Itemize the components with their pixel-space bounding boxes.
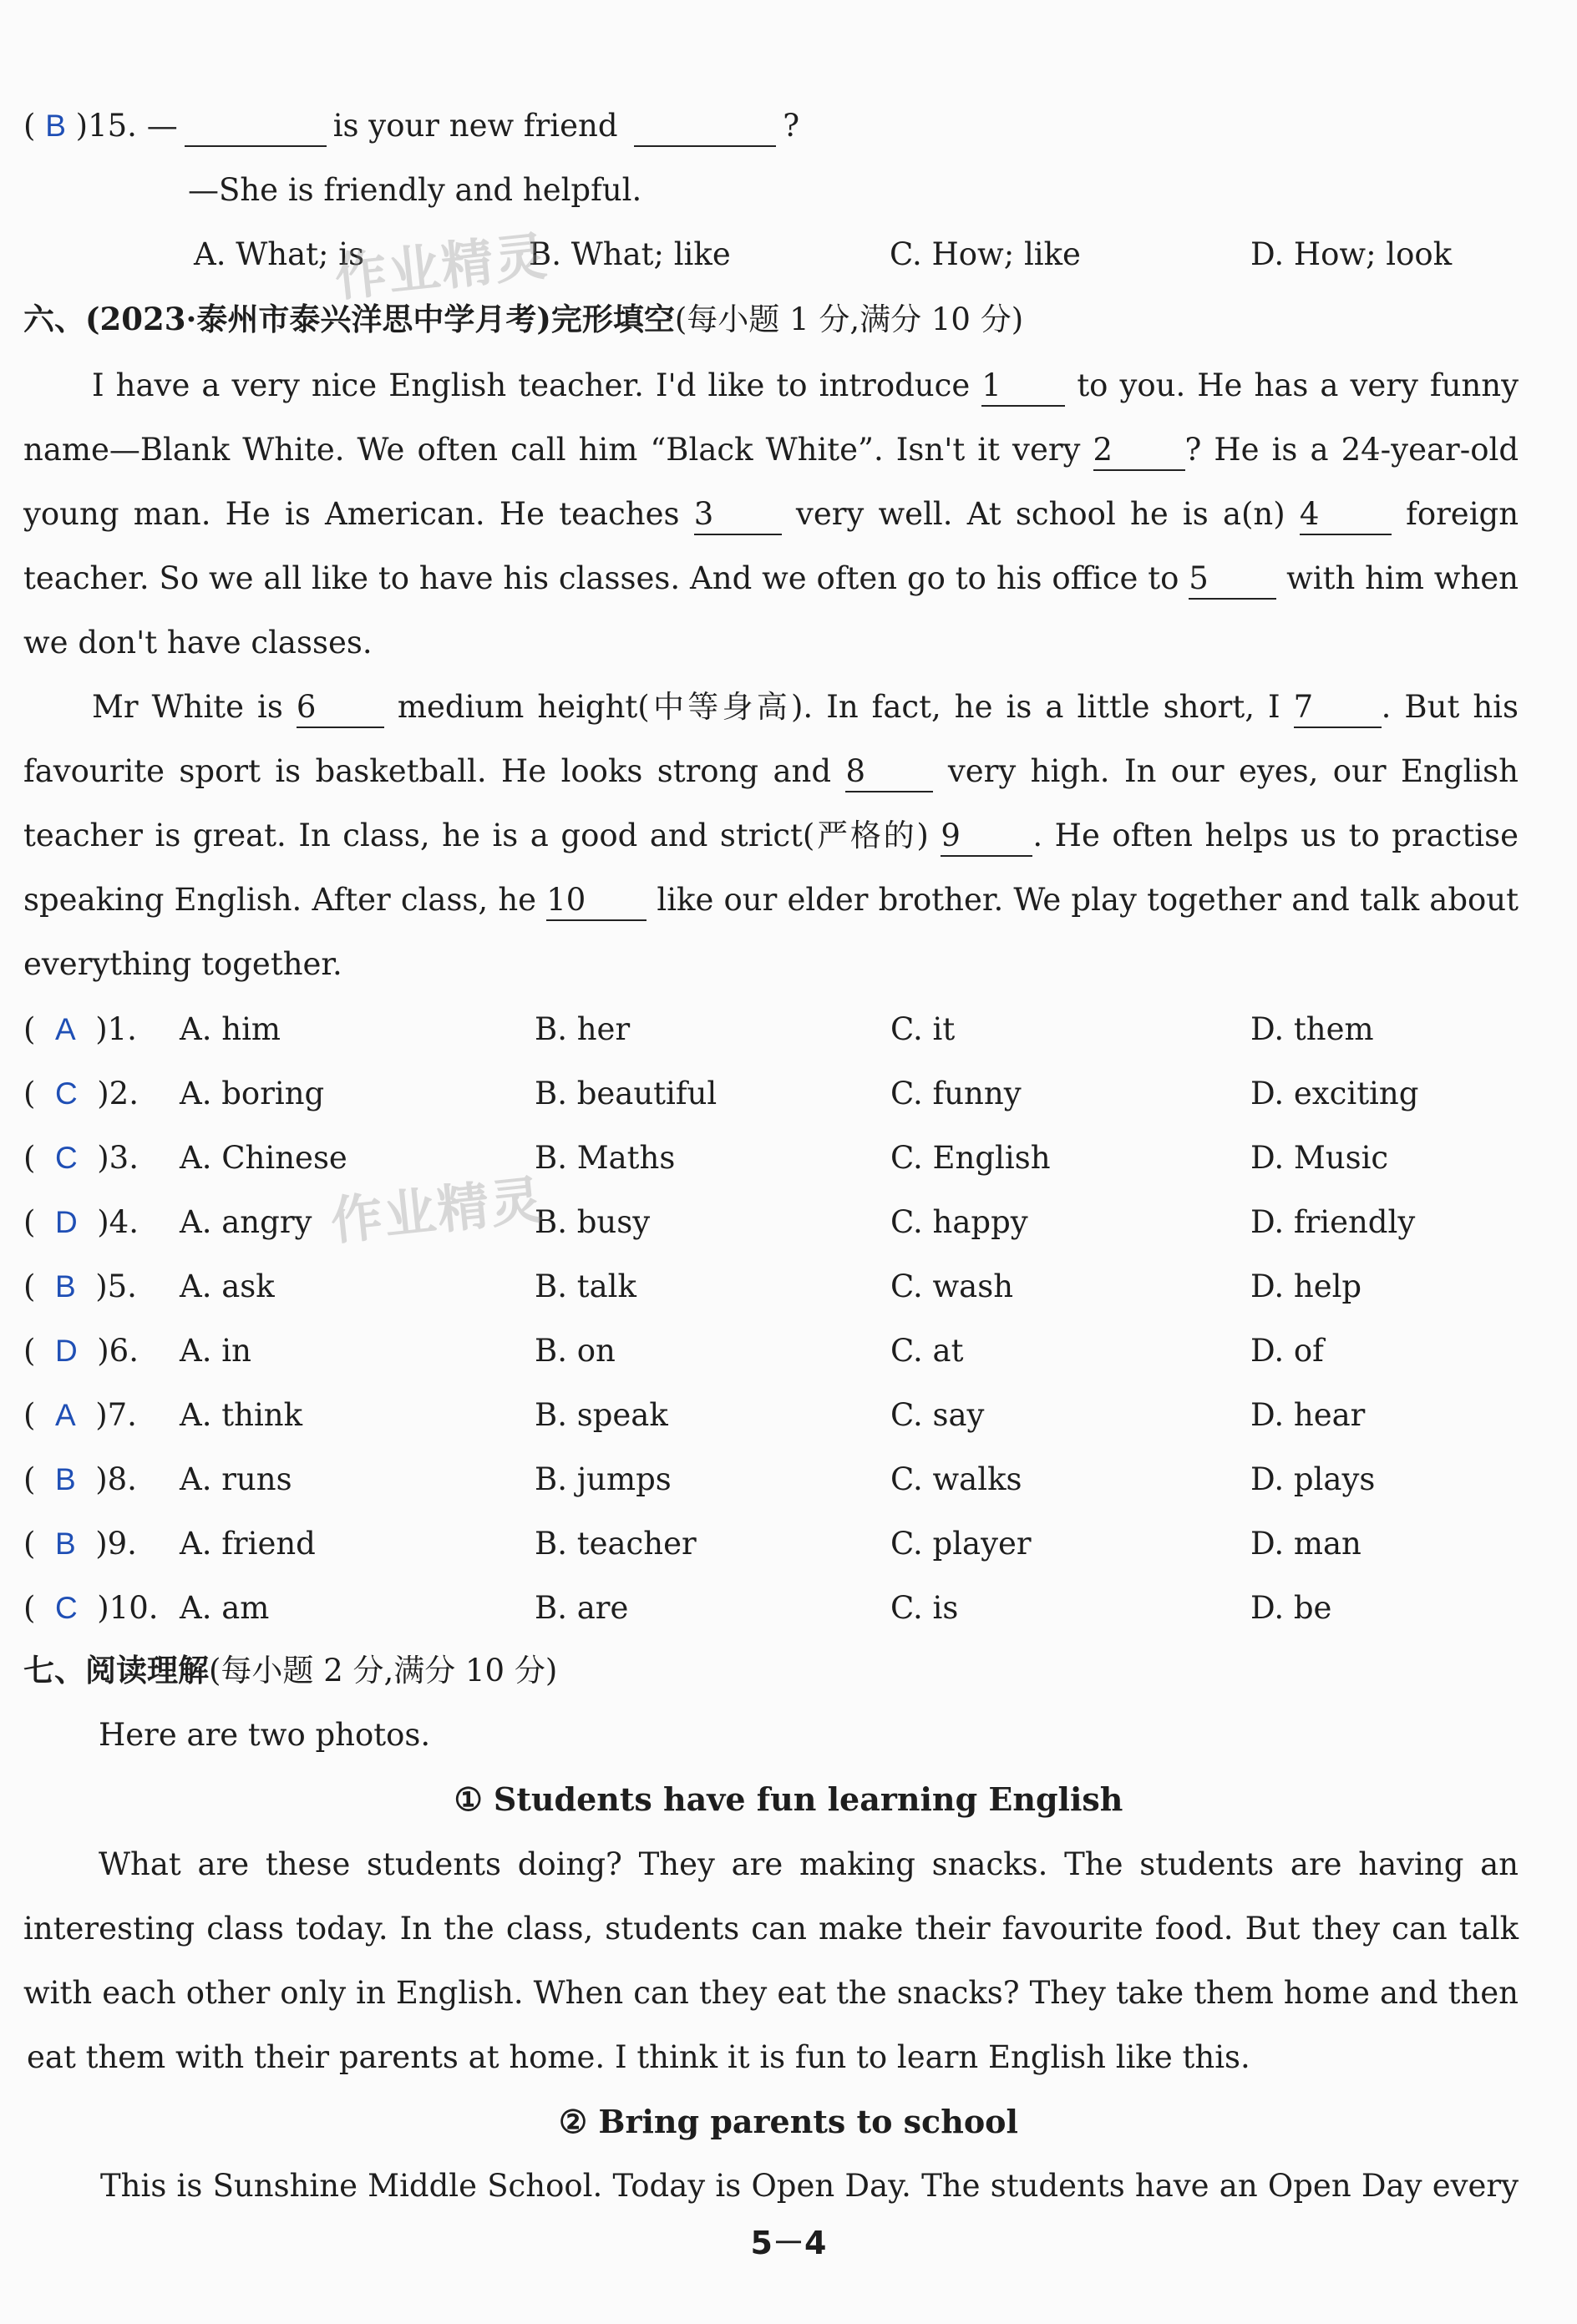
question-10-option-c[interactable]: C. is xyxy=(890,1590,959,1626)
q15-blank-2[interactable] xyxy=(634,107,776,147)
answer-letter: D xyxy=(54,1334,78,1368)
question-number: )5. xyxy=(95,1268,137,1304)
question-7-option-a[interactable]: A. think xyxy=(180,1397,303,1433)
question-number: )7. xyxy=(95,1397,137,1433)
question-9-option-d[interactable]: D. man xyxy=(1250,1526,1361,1562)
question-4-option-d[interactable]: D. friendly xyxy=(1250,1204,1416,1240)
question-number: )3. xyxy=(97,1140,139,1176)
question-2-option-d[interactable]: D. exciting xyxy=(1250,1076,1419,1111)
q15-blank-1[interactable] xyxy=(185,107,327,147)
text: to you. He has a very funny xyxy=(1077,367,1519,403)
question-6-option-d[interactable]: D. of xyxy=(1250,1333,1324,1369)
question-2-option-c[interactable]: C. funny xyxy=(890,1076,1022,1111)
question-7-option-c[interactable]: C. say xyxy=(890,1397,985,1433)
question-8-option-a[interactable]: A. runs xyxy=(180,1461,292,1497)
question-7-option-b[interactable]: B. speak xyxy=(535,1397,668,1433)
question-4-answer: ( D )4. xyxy=(23,1204,139,1240)
question-3-option-c[interactable]: C. English xyxy=(890,1140,1051,1176)
section6-note: (每小题 1 分,满分 10 分) xyxy=(674,301,1024,337)
text: teacher. So we all like to have his classes. And we often go to his office to xyxy=(23,560,1179,596)
text: with him when xyxy=(1286,560,1519,596)
question-number: )10. xyxy=(97,1590,159,1626)
question-3-answer: ( C )3. xyxy=(23,1140,139,1176)
question-9-option-c[interactable]: C. player xyxy=(890,1526,1032,1562)
question-10-option-a[interactable]: A. am xyxy=(180,1590,270,1626)
q15-number: )15. — xyxy=(75,108,178,144)
text: like our elder brother. We play together and talk about xyxy=(657,882,1519,918)
text: medium height(中等身高). In fact, he is a little short, I xyxy=(397,689,1280,725)
question-1-option-a[interactable]: A. him xyxy=(180,1011,281,1047)
photo1-title: ① Students have fun learning English xyxy=(454,1780,1123,1818)
s6-p1-line4 xyxy=(23,558,1519,600)
question-9-answer: ( B )9. xyxy=(23,1526,137,1562)
question-6-answer: ( D )6. xyxy=(23,1333,139,1369)
q15-stem: is your new friend xyxy=(332,108,618,144)
answer-letter: A xyxy=(54,1012,76,1046)
text: teacher is great. In class, he is a good and strict(严格的) xyxy=(23,818,929,853)
section7-intro: Here are two photos. xyxy=(99,1717,431,1753)
question-5-option-c[interactable]: C. wash xyxy=(890,1268,1014,1304)
gap-5[interactable]: 5 xyxy=(1189,559,1276,600)
passage1-line3: with each other only in English. When can they eat the snacks? They take them home and then xyxy=(23,1975,1519,2011)
text: ? He is a 24-year-old xyxy=(1184,432,1519,468)
gap-4[interactable]: 4 xyxy=(1300,495,1392,535)
answer-letter: B xyxy=(54,1462,76,1496)
s6-p1-line5: we don't have classes. xyxy=(23,625,373,661)
gap-10[interactable]: 10 xyxy=(546,881,647,921)
q15-end: ? xyxy=(783,108,800,144)
text: very high. In our eyes, our English xyxy=(947,753,1519,789)
s6-p2-line5: everything together. xyxy=(23,946,342,982)
question-number: )2. xyxy=(97,1076,139,1111)
q15-option-c[interactable]: C. How; like xyxy=(890,236,1081,272)
q15-answer: B xyxy=(45,109,66,143)
page-number: 5－4 xyxy=(750,2225,827,2261)
watermark-2: 作业精灵 xyxy=(327,1168,547,1253)
answer-letter: D xyxy=(54,1205,78,1239)
s6-p2-line3 xyxy=(23,815,1519,857)
question-5-option-d[interactable]: D. help xyxy=(1250,1268,1362,1304)
answer-letter: B xyxy=(54,1527,76,1561)
question-6-option-c[interactable]: C. at xyxy=(890,1333,964,1369)
s6-p2-line4 xyxy=(23,879,1519,921)
question-2-option-a[interactable]: A. boring xyxy=(180,1076,325,1111)
text: . He often helps us to practise xyxy=(1032,818,1519,853)
gap-2[interactable]: 2 xyxy=(1093,431,1185,471)
s6-p1-line2 xyxy=(23,429,1519,471)
question-5-option-a[interactable]: A. ask xyxy=(180,1268,275,1304)
text: Mr White is xyxy=(92,689,283,725)
gap-3[interactable]: 3 xyxy=(694,495,782,535)
question-9-option-b[interactable]: B. teacher xyxy=(535,1526,697,1562)
s6-p1-line3 xyxy=(23,494,1519,535)
question-5-answer: ( B )5. xyxy=(23,1268,137,1304)
s6-p1-line1 xyxy=(23,365,1519,407)
section6-heading xyxy=(23,298,1023,341)
s6-p2-line2 xyxy=(23,751,1519,792)
gap-8[interactable]: 8 xyxy=(845,752,933,792)
question-9-option-a[interactable]: A. friend xyxy=(180,1526,316,1562)
question-4-option-c[interactable]: C. happy xyxy=(890,1204,1028,1240)
text: name—Blank White. We often call him “Black White”. Isn't it very xyxy=(23,432,1081,468)
watermark-1: 作业精灵 xyxy=(332,225,551,309)
answer-letter: A xyxy=(54,1398,76,1432)
q15-option-a[interactable]: A. What; is xyxy=(194,236,365,272)
passage1-line4: eat them with their parents at home. I think it is fun to learn English like this. xyxy=(27,2039,1250,2075)
question-10-answer: ( C )10. xyxy=(23,1590,159,1626)
question-8-option-c[interactable]: C. walks xyxy=(890,1461,1022,1497)
q15-option-b[interactable]: B. What; like xyxy=(529,236,731,272)
question-2-answer: ( C )2. xyxy=(23,1076,139,1111)
answer-letter: C xyxy=(54,1591,78,1625)
section6-title: 六、(2023·泰州市泰兴洋思中学月考)完形填空 xyxy=(23,301,675,337)
question-3-option-a[interactable]: A. Chinese xyxy=(180,1140,347,1176)
passage1-line1: What are these students doing? They are making snacks. The students are having an xyxy=(99,1846,1519,1882)
question-1-option-d[interactable]: D. them xyxy=(1250,1011,1374,1047)
answer-letter: C xyxy=(54,1141,78,1175)
photo2-title: ② Bring parents to school xyxy=(559,2103,1018,2140)
question-2-option-b[interactable]: B. beautiful xyxy=(535,1076,718,1111)
section7-heading xyxy=(23,1649,557,1692)
question-number: )9. xyxy=(95,1526,137,1562)
question-number: )8. xyxy=(95,1461,137,1497)
q15-row: ( B )15. — is your new friend ? xyxy=(23,105,799,147)
gap-9[interactable]: 9 xyxy=(941,817,1032,857)
question-3-option-b[interactable]: B. Maths xyxy=(535,1140,676,1176)
question-number: )1. xyxy=(95,1011,137,1047)
question-7-option-d[interactable]: D. hear xyxy=(1250,1397,1366,1433)
question-6-option-a[interactable]: A. in xyxy=(180,1333,251,1369)
question-5-option-b[interactable]: B. talk xyxy=(535,1268,636,1304)
q15-reply: —She is friendly and helpful. xyxy=(188,172,642,208)
question-4-option-a[interactable]: A. angry xyxy=(180,1204,312,1240)
question-8-answer: ( B )8. xyxy=(23,1461,137,1497)
text: I have a very nice English teacher. I'd like to introduce xyxy=(92,367,971,403)
text: speaking English. After class, he xyxy=(23,882,537,918)
gap-1[interactable]: 1 xyxy=(981,367,1065,407)
q15-option-d[interactable]: D. How; look xyxy=(1250,236,1453,272)
question-7-answer: ( A )7. xyxy=(23,1397,137,1433)
question-1-answer: ( A )1. xyxy=(23,1011,137,1047)
section7-note: (每小题 2 分,满分 10 分) xyxy=(209,1653,558,1689)
question-4-option-b[interactable]: B. busy xyxy=(535,1204,651,1240)
passage2-line1: This is Sunshine Middle School. Today is Open Day. The students have an Open Day every xyxy=(100,2168,1519,2204)
gap-7[interactable]: 7 xyxy=(1294,688,1382,728)
answer-letter: B xyxy=(54,1269,76,1304)
question-number: )4. xyxy=(97,1204,139,1240)
text: very well. At school he is a(n) xyxy=(795,496,1285,532)
text: favourite sport is basketball. He looks strong and xyxy=(23,753,832,789)
question-3-option-d[interactable]: D. Music xyxy=(1250,1140,1389,1176)
text: foreign xyxy=(1406,496,1519,532)
question-8-option-d[interactable]: D. plays xyxy=(1250,1461,1376,1497)
text: young man. He is American. He teaches xyxy=(23,496,680,532)
question-number: )6. xyxy=(97,1333,139,1369)
question-6-option-b[interactable]: B. on xyxy=(535,1333,616,1369)
text: . But his xyxy=(1381,689,1519,725)
gap-6[interactable]: 6 xyxy=(297,688,384,728)
question-1-option-b[interactable]: B. her xyxy=(535,1011,631,1047)
section7-title: 七、阅读理解 xyxy=(23,1652,209,1689)
question-8-option-b[interactable]: B. jumps xyxy=(535,1461,672,1497)
question-10-option-b[interactable]: B. are xyxy=(535,1590,629,1626)
question-1-option-c[interactable]: C. it xyxy=(890,1011,956,1047)
answer-letter: C xyxy=(54,1076,78,1111)
passage1-line2: interesting class today. In the class, students can make their favourite food. But they can talk xyxy=(23,1911,1519,1947)
question-10-option-d[interactable]: D. be xyxy=(1250,1590,1332,1626)
s6-p2-line1 xyxy=(23,686,1519,728)
